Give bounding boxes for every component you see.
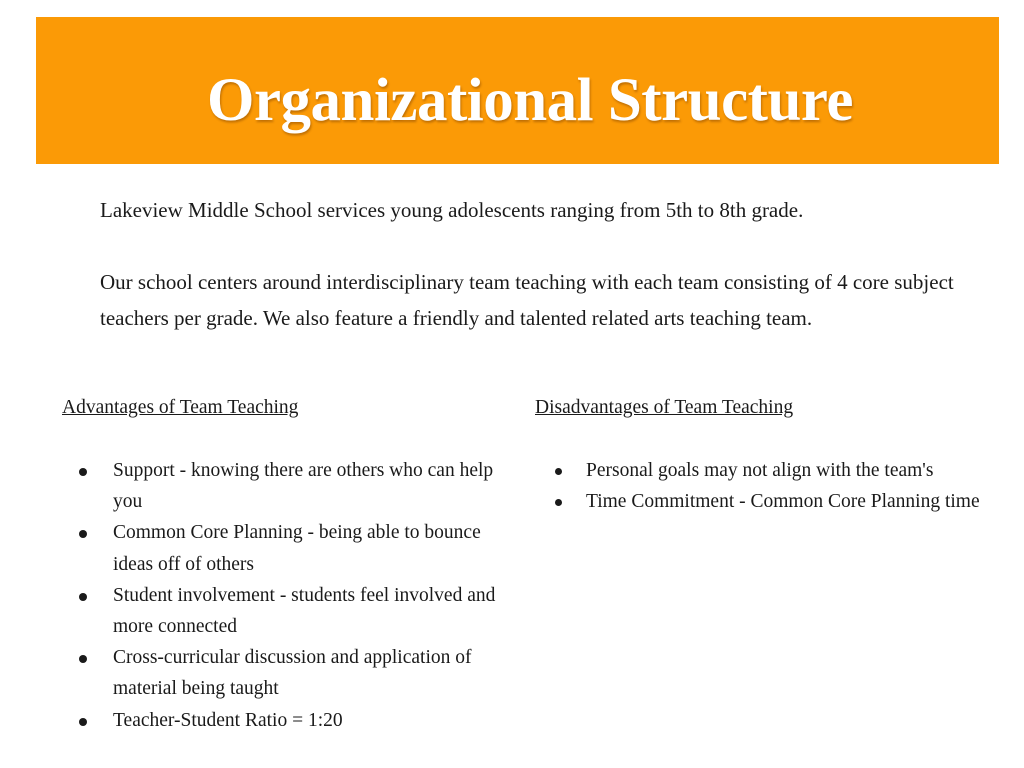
bullet-dot-icon xyxy=(79,468,87,476)
list-item xyxy=(62,517,522,579)
intro-paragraph-2: Our school centers around interdisciplinary team teaching with each team consisting of 4 core subject teachers per grade. We also feature a friendly and talented related arts teaching team. xyxy=(100,270,954,330)
list-item xyxy=(62,580,522,642)
bullet-dot-icon xyxy=(555,499,562,506)
slide-title: Organizational Structure xyxy=(207,67,853,134)
advantages-column xyxy=(62,393,522,736)
intro-text xyxy=(100,192,970,336)
bullet-dot-icon xyxy=(555,468,562,475)
list-item-text: Common Core Planning - being able to bounce ideas off of others xyxy=(113,522,481,575)
disadvantages-heading: Disadvantages of Team Teaching xyxy=(535,397,794,418)
bullet-dot-icon xyxy=(79,655,87,663)
disadvantages-column xyxy=(535,393,1005,517)
list-item-text: Cross-curricular discussion and application of material being taught xyxy=(113,647,472,700)
advantages-list xyxy=(62,455,522,736)
list-item-text: Personal goals may not align with the team's xyxy=(586,460,934,481)
intro-paragraph-1: Lakeview Middle School services young adolescents ranging from 5th to 8th grade. xyxy=(100,198,804,222)
bullet-dot-icon xyxy=(79,530,87,538)
list-item-text: Support - knowing there are others who can help you xyxy=(113,460,494,513)
disadvantages-list xyxy=(535,455,1005,517)
list-item xyxy=(535,455,1005,486)
list-item-text: Student involvement - students feel involved and more connected xyxy=(113,584,496,638)
bullet-dot-icon xyxy=(79,593,87,601)
list-item-text: Teacher-Student Ratio = 1:20 xyxy=(113,709,343,731)
list-item xyxy=(62,642,522,704)
list-item xyxy=(535,486,1005,517)
list-item xyxy=(62,455,522,517)
list-item xyxy=(62,705,522,736)
list-item-text: Time Commitment - Common Core Planning time xyxy=(586,491,980,513)
bullet-dot-icon xyxy=(79,718,87,726)
advantages-heading: Advantages of Team Teaching xyxy=(62,397,299,418)
